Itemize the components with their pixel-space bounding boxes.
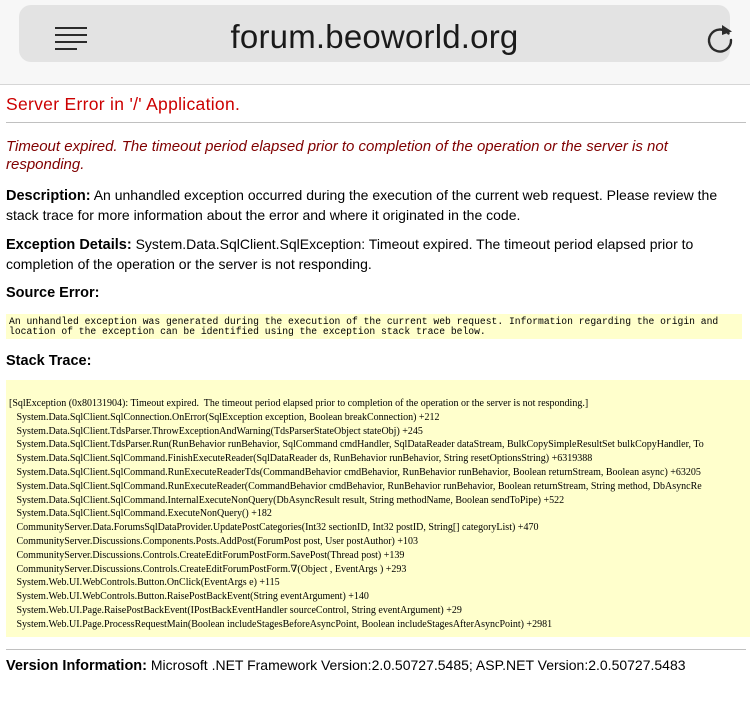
stack-trace-line: System.Web.UI.Page.RaisePostBackEvent(IPostBackEventHandler sourceControl, String eventArgument) +29 bbox=[9, 604, 462, 616]
reload-icon[interactable] bbox=[705, 22, 735, 54]
stack-trace-line: CommunityServer.Discussions.Components.Posts.AddPost(ForumPost post, User postAuthor) +103 bbox=[9, 535, 418, 547]
stack-trace-line: System.Data.SqlClient.TdsParser.ThrowExceptionAndWarning(TdsParserStateObject stateObj) +245 bbox=[9, 425, 423, 437]
source-error-box: An unhandled exception was generated during the execution of the current web request. Information regarding the origin and location of the exception can be identified using the exception stack trace below. bbox=[6, 314, 742, 339]
version-info bbox=[6, 656, 746, 676]
exception-label: Exception Details: bbox=[6, 237, 132, 253]
stack-trace-line: System.Data.SqlClient.SqlCommand.RunExecuteReaderTds(CommandBehavior cmdBehavior, RunBehavior runBehavior, Boolean returnStream, Boolean async) +63205 bbox=[9, 466, 701, 478]
stack-trace-line: [SqlException (0x80131904): Timeout expired. The timeout period elapsed prior to completion of the operation or the server is not responding.] bbox=[9, 398, 589, 409]
url-text[interactable]: forum.beoworld.org bbox=[230, 18, 519, 55]
browser-toolbar bbox=[0, 0, 750, 85]
description-text: An unhandled exception occurred during the execution of the current web request. Please review the stack trace for more information about the error and where it originated in the code. bbox=[6, 187, 718, 223]
stack-trace-label: Stack Trace: bbox=[6, 353, 92, 369]
source-error-label: Source Error: bbox=[6, 285, 100, 301]
address-bar[interactable] bbox=[19, 5, 730, 62]
description-label: Description: bbox=[6, 188, 91, 204]
stack-trace-line: CommunityServer.Discussions.Controls.CreateEditForumPostForm.∇(Object , EventArgs ) +293 bbox=[9, 563, 407, 575]
stack-trace-line: System.Data.SqlClient.SqlCommand.RunExecuteReader(CommandBehavior cmdBehavior, RunBehavior runBehavior, Boolean returnStream, String method, DbAsyncRe bbox=[9, 480, 702, 492]
exception-text: System.Data.SqlClient.SqlException: Timeout expired. The timeout period elapsed prior to completion of the operation or the server is not responding. bbox=[6, 236, 694, 272]
stack-trace-line: CommunityServer.Discussions.Controls.CreateEditForumPostForm.SavePost(Thread post) +139 bbox=[9, 549, 405, 561]
stack-trace-box[interactable] bbox=[6, 380, 750, 637]
description bbox=[6, 186, 746, 225]
error-message: Timeout expired. The timeout period elapsed prior to completion of the operation or the server is not responding. bbox=[6, 138, 668, 173]
stack-trace-line: CommunityServer.Data.ForumsSqlDataProvider.UpdatePostCategories(Int32 sectionID, Int32 postID, String[] categoryList) +470 bbox=[9, 522, 539, 534]
stack-trace-line: System.Web.UI.WebControls.Button.RaisePostBackEvent(String eventArgument) +140 bbox=[9, 591, 369, 603]
stack-trace-line: System.Data.SqlClient.SqlConnection.OnError(SqlException exception, Boolean breakConnection) +212 bbox=[9, 411, 440, 423]
divider bbox=[6, 122, 746, 123]
stack-trace-line: System.Data.SqlClient.SqlCommand.ExecuteNonQuery() +182 bbox=[9, 508, 272, 520]
stack-trace-line: System.Web.UI.WebControls.Button.OnClick(EventArgs e) +115 bbox=[9, 577, 280, 589]
stack-trace-line: System.Data.SqlClient.TdsParser.Run(RunBehavior runBehavior, SqlCommand cmdHandler, SqlDataReader dataStream, BulkCopySimpleResultSet bulkCopyHandler, To bbox=[9, 439, 704, 451]
stack-trace-line: System.Data.SqlClient.SqlCommand.FinishExecuteReader(SqlDataReader ds, RunBehavior runBehavior, String resetOptionsString) +6319388 bbox=[9, 453, 593, 465]
divider bbox=[6, 649, 746, 650]
stack-trace-line: System.Web.UI.Page.ProcessRequestMain(Boolean includeStagesBeforeAsyncPoint, Boolean includeStagesAfterAsyncPoint) +2981 bbox=[9, 618, 553, 630]
version-text: Microsoft .NET Framework Version:2.0.50727.5485; ASP.NET Version:2.0.50727.5483 bbox=[150, 657, 686, 673]
stack-trace-line: System.Data.SqlClient.SqlCommand.InternalExecuteNonQuery(DbAsyncResult result, String methodName, Boolean sendToPipe) +522 bbox=[9, 494, 565, 506]
exception-details bbox=[6, 235, 746, 274]
page-title: Server Error in '/' Application. bbox=[6, 94, 241, 114]
version-label: Version Information: bbox=[6, 658, 147, 674]
